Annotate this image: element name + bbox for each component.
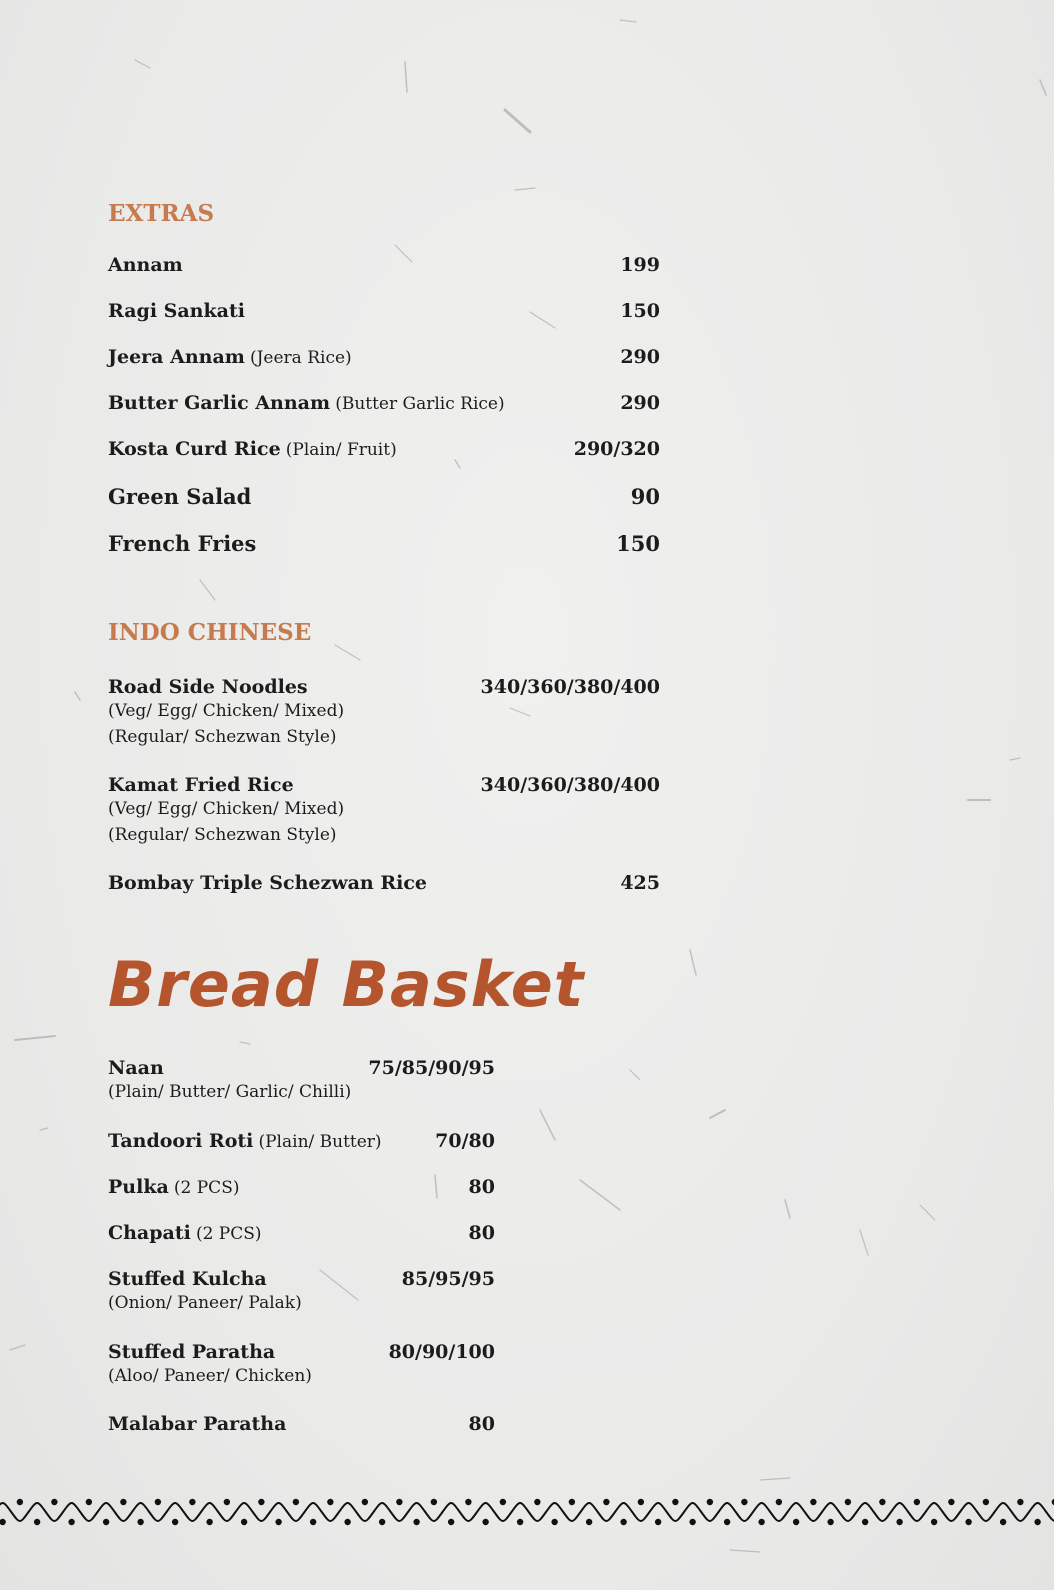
item-options: (Veg/ Egg/ Chicken/ Mixed) xyxy=(108,799,345,819)
decorative-wave-border xyxy=(0,1498,1054,1558)
item-price: 70/80 xyxy=(435,1130,495,1152)
item-name: Kosta Curd Rice xyxy=(108,438,281,460)
menu-item xyxy=(108,1222,262,1244)
menu-item xyxy=(108,346,352,368)
item-price: 340/360/380/400 xyxy=(480,676,660,698)
item-note: (Jeera Rice) xyxy=(249,348,352,368)
item-price: 80 xyxy=(468,1222,495,1244)
menu-item xyxy=(108,872,427,894)
item-options: (Onion/ Paneer/ Palak) xyxy=(108,1293,302,1313)
menu-item xyxy=(108,438,397,460)
item-price: 90 xyxy=(630,484,660,509)
item-price: 75/85/90/95 xyxy=(368,1057,495,1079)
item-name: Kamat Fried Rice xyxy=(108,774,294,796)
section-title-bread-basket: Bread Basket xyxy=(108,948,585,1021)
item-price: 290 xyxy=(620,392,660,414)
item-price: 150 xyxy=(620,300,660,322)
item-price: 85/95/95 xyxy=(401,1268,495,1290)
item-options: (Plain/ Butter/ Garlic/ Chilli) xyxy=(108,1082,352,1102)
item-note: (Plain/ Butter) xyxy=(258,1132,382,1152)
menu-item xyxy=(108,531,256,556)
menu-item xyxy=(108,1268,302,1316)
item-name: Naan xyxy=(108,1057,164,1079)
item-name: Stuffed Kulcha xyxy=(108,1268,267,1290)
item-price: 199 xyxy=(620,254,660,276)
item-note: (2 PCS) xyxy=(173,1178,240,1198)
item-name: Butter Garlic Annam xyxy=(108,392,331,414)
menu-item xyxy=(108,484,251,509)
item-name: Tandoori Roti xyxy=(108,1130,254,1152)
item-price: 290 xyxy=(620,346,660,368)
item-price: 80/90/100 xyxy=(388,1341,495,1363)
menu-item xyxy=(108,1176,239,1198)
item-name: Chapati xyxy=(108,1222,191,1244)
item-name: Green Salad xyxy=(108,484,252,509)
item-style-options: (Regular/ Schezwan Style) xyxy=(108,727,337,747)
item-price: 425 xyxy=(620,872,660,894)
item-note: (2 PCS) xyxy=(195,1224,262,1244)
menu-item xyxy=(108,300,245,322)
menu-item xyxy=(108,1341,312,1389)
menu-item xyxy=(108,254,183,276)
item-note: (Butter Garlic Rice) xyxy=(335,394,505,414)
item-style-options: (Regular/ Schezwan Style) xyxy=(108,825,337,845)
item-price: 340/360/380/400 xyxy=(480,774,660,796)
menu-item xyxy=(108,774,344,848)
item-price: 290/320 xyxy=(573,438,660,460)
menu-item xyxy=(108,392,505,414)
item-name: Road Side Noodles xyxy=(108,676,308,698)
menu-item xyxy=(108,676,344,750)
item-name: Malabar Paratha xyxy=(108,1413,287,1435)
item-name: Pulka xyxy=(108,1176,169,1198)
item-price: 80 xyxy=(468,1413,495,1435)
item-name: French Fries xyxy=(108,531,257,556)
item-name: Annam xyxy=(108,254,183,276)
item-price: 80 xyxy=(468,1176,495,1198)
menu-item xyxy=(108,1413,286,1435)
item-name: Jeera Annam xyxy=(108,346,245,368)
section-title-indo-chinese: INDO CHINESE xyxy=(108,619,312,646)
item-options: (Veg/ Egg/ Chicken/ Mixed) xyxy=(108,701,345,721)
item-name: Ragi Sankati xyxy=(108,300,245,322)
item-note: (Plain/ Fruit) xyxy=(285,440,397,460)
item-options: (Aloo/ Paneer/ Chicken) xyxy=(108,1366,312,1386)
item-name: Stuffed Paratha xyxy=(108,1341,276,1363)
item-price: 150 xyxy=(616,531,660,556)
item-name: Bombay Triple Schezwan Rice xyxy=(108,872,428,894)
section-title-extras: EXTRAS xyxy=(108,200,215,227)
